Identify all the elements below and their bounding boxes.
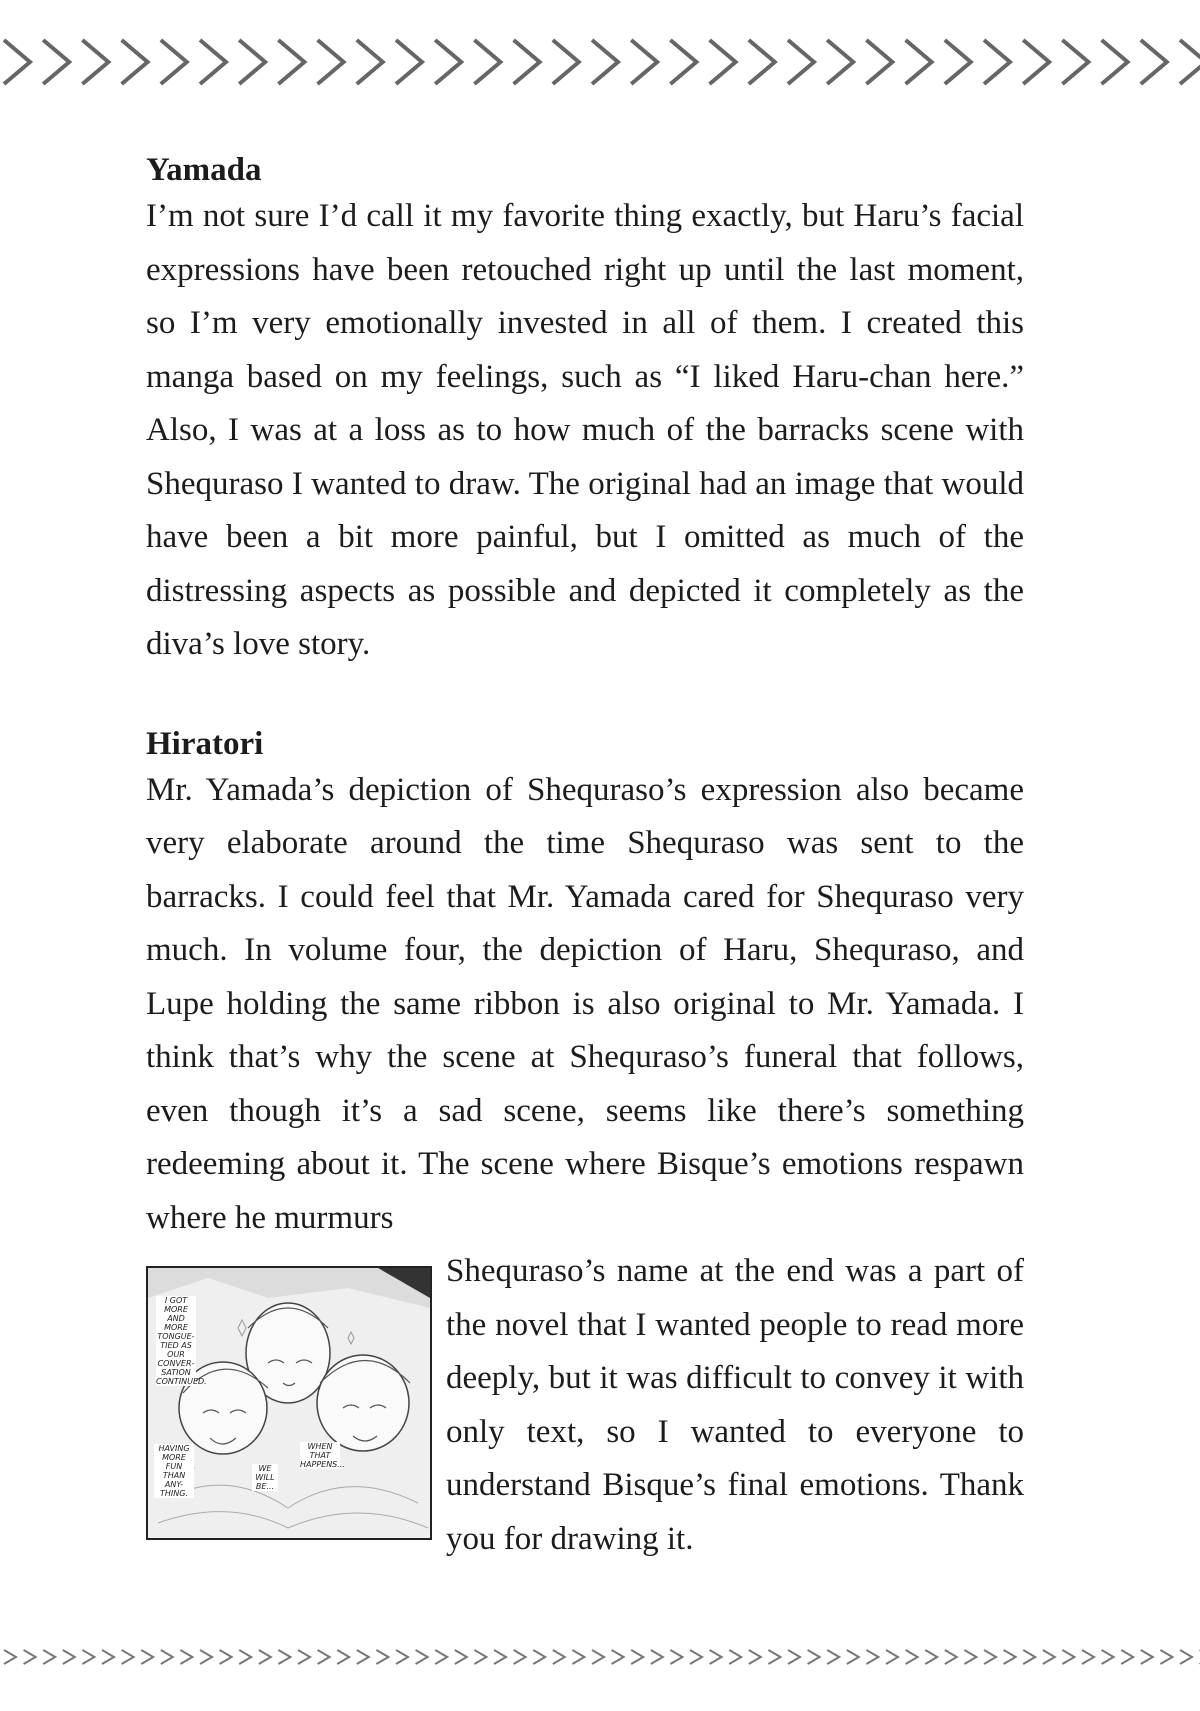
chevron-icon bbox=[278, 40, 304, 84]
chevron-icon bbox=[788, 1650, 800, 1664]
speech-bubble: WHEN THAT HAPPENS... bbox=[300, 1442, 345, 1469]
chevron-icon bbox=[122, 40, 148, 84]
chevron-icon bbox=[788, 40, 814, 84]
chevron-icon bbox=[984, 40, 1010, 84]
chevron-icon bbox=[827, 1650, 839, 1664]
chevron-icon bbox=[1043, 1650, 1055, 1664]
speaker-answer-continued: Shequraso’s name at the end was a part of the novel that I wanted people to read more deeply, but it was difficult to convey it with only text, so I wanted to everyone to understand Bisque’s final emotions. Thank you for drawing it. bbox=[446, 1253, 1024, 1557]
chevron-icon bbox=[514, 1650, 526, 1664]
chevron-icon bbox=[906, 40, 932, 84]
chevron-icon bbox=[337, 1650, 349, 1664]
chevron-icon bbox=[161, 40, 187, 84]
speaker-answer: I’m not sure I’d call it my favorite thing exactly, but Haru’s facial expressions have been retouched right up until the last moment, so I’m very emotionally invested in all of them. I created this manga based on my feelings, such as “I liked Haru-chan here.” Also, I was at a loss as to how much of the barracks scene with Shequraso I wanted to draw. The original had an image that would have been a bit more painful, but I omitted as much of the distressing aspects as possible and depicted it completely as the diva’s love story. bbox=[146, 198, 1024, 662]
chevron-icon bbox=[651, 1650, 663, 1664]
chevron-icon bbox=[1102, 40, 1128, 84]
chevron-icon bbox=[376, 1650, 388, 1664]
chevron-icon bbox=[1102, 1650, 1114, 1664]
chevron-icon bbox=[318, 40, 344, 84]
chevron-icon bbox=[4, 40, 30, 84]
chevron-icon bbox=[141, 1650, 153, 1664]
chevron-icon bbox=[435, 1650, 447, 1664]
chevron-icon bbox=[1180, 1650, 1192, 1664]
chevron-icon bbox=[1121, 1650, 1133, 1664]
chevron-icon bbox=[592, 1650, 604, 1664]
chevron-icon bbox=[925, 1650, 937, 1664]
chevron-icon bbox=[631, 40, 657, 84]
chevron-icon bbox=[670, 1650, 682, 1664]
chevron-icon bbox=[1023, 1650, 1035, 1664]
chevron-icon bbox=[710, 40, 736, 84]
bottom-chevron-border bbox=[0, 1646, 1200, 1672]
interview-content bbox=[146, 150, 1024, 1566]
chevron-icon bbox=[82, 40, 108, 84]
chevron-icon bbox=[866, 40, 892, 84]
chevron-icon bbox=[945, 40, 971, 84]
chevron-icon bbox=[4, 1650, 16, 1664]
chevron-icon bbox=[749, 1650, 761, 1664]
chevron-icon bbox=[161, 1650, 173, 1664]
chevron-icon bbox=[886, 1650, 898, 1664]
chevron-icon bbox=[122, 1650, 134, 1664]
chevron-icon bbox=[396, 1650, 408, 1664]
chevron-icon bbox=[357, 40, 383, 84]
chevron-icon bbox=[1062, 1650, 1074, 1664]
chevron-icon bbox=[43, 40, 69, 84]
caption-box: I GOT MORE AND MORE TONGUE-TIED AS OUR CONVER-SATION CONTINUED. bbox=[156, 1296, 207, 1386]
chevron-icon bbox=[396, 40, 422, 84]
chevron-icon bbox=[1141, 40, 1167, 84]
chevron-icon bbox=[612, 1650, 624, 1664]
chevron-icon bbox=[43, 1650, 55, 1664]
chevron-icon bbox=[357, 1650, 369, 1664]
manga-panel-illustration bbox=[146, 1266, 432, 1540]
chevron-icon bbox=[220, 1650, 232, 1664]
chevron-icon bbox=[1004, 1650, 1016, 1664]
speech-bubble: WE WILL BE... bbox=[252, 1464, 278, 1491]
chevron-icon bbox=[259, 1650, 271, 1664]
chevron-icon bbox=[1023, 40, 1049, 84]
chevron-icon bbox=[572, 1650, 584, 1664]
chevron-icon bbox=[964, 1650, 976, 1664]
chevron-icon bbox=[318, 1650, 330, 1664]
chevron-icon bbox=[984, 1650, 996, 1664]
chevron-icon bbox=[710, 1650, 722, 1664]
top-chevron-border bbox=[0, 36, 1200, 92]
chevron-icon bbox=[239, 40, 265, 84]
chevron-icon bbox=[553, 40, 579, 84]
chevron-icon bbox=[474, 40, 500, 84]
chevron-icon bbox=[945, 1650, 957, 1664]
chevron-icon bbox=[592, 40, 618, 84]
chevron-icon bbox=[435, 40, 461, 84]
chevron-icon bbox=[180, 1650, 192, 1664]
chevron-icon bbox=[631, 1650, 643, 1664]
speaker-answer: Mr. Yamada’s depiction of Shequraso’s expression also became very elaborate around the time Shequraso was sent to the barracks. I could feel that Mr. Yamada cared for Shequraso very much. In volume four, the depiction of Haru, Shequraso, and Lupe holding the same ribbon is also original to Mr. Yamada. I think that’s why the scene at Shequraso’s funeral that follows, even though it’s a sad scene, seems like there’s something redeeming about it. The scene where Bisque’s emotions respawn where he murmurs bbox=[146, 771, 1024, 1236]
chevron-icon bbox=[533, 1650, 545, 1664]
chevron-icon bbox=[553, 1650, 565, 1664]
chevron-icon bbox=[1062, 40, 1088, 84]
chevron-icon bbox=[670, 40, 696, 84]
chevron-icon bbox=[1180, 40, 1200, 84]
chevron-icon bbox=[808, 1650, 820, 1664]
chevron-icon bbox=[278, 1650, 290, 1664]
chevron-icon bbox=[514, 40, 540, 84]
chevron-icon bbox=[494, 1650, 506, 1664]
chevron-icon bbox=[63, 1650, 75, 1664]
chevron-icon bbox=[200, 40, 226, 84]
chevron-icon bbox=[239, 1650, 251, 1664]
chevron-icon bbox=[298, 1650, 310, 1664]
chevron-icon bbox=[906, 1650, 918, 1664]
chevron-icon bbox=[474, 1650, 486, 1664]
speech-bubble: HAVING MORE FUN THAN ANY-THING. bbox=[154, 1444, 194, 1498]
chevron-icon bbox=[1141, 1650, 1153, 1664]
chevron-icon bbox=[102, 1650, 114, 1664]
speaker-name: Yamada bbox=[146, 152, 262, 188]
chevron-icon bbox=[1160, 1650, 1172, 1664]
chevron-icon bbox=[729, 1650, 741, 1664]
chevron-icon bbox=[455, 1650, 467, 1664]
chevron-icon bbox=[416, 1650, 428, 1664]
chevron-icon bbox=[82, 1650, 94, 1664]
chevron-icon bbox=[24, 1650, 36, 1664]
speaker-name: Hiratori bbox=[146, 725, 264, 762]
chevron-icon bbox=[768, 1650, 780, 1664]
chevron-icon bbox=[827, 40, 853, 84]
chevron-icon bbox=[749, 40, 775, 84]
chevron-icon bbox=[866, 1650, 878, 1664]
chevron-icon bbox=[690, 1650, 702, 1664]
chevron-icon bbox=[847, 1650, 859, 1664]
chevron-icon bbox=[200, 1650, 212, 1664]
chevron-icon bbox=[1082, 1650, 1094, 1664]
